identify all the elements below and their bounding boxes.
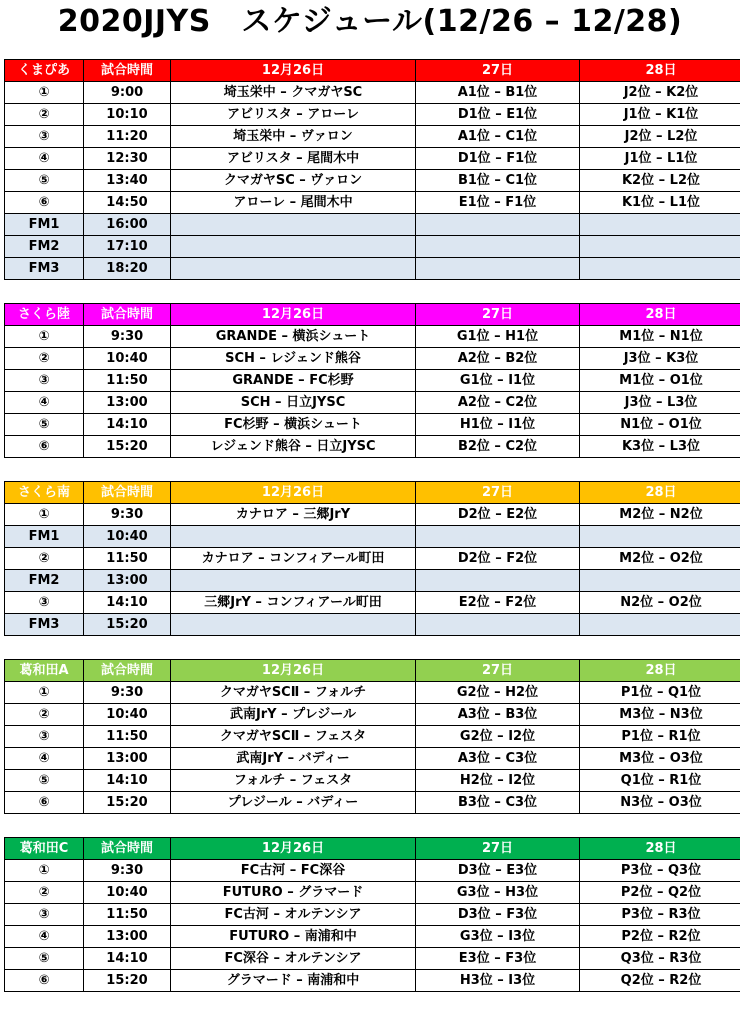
day2-match: A1位 – B1位 [416,82,580,104]
day2-match: H2位 – I2位 [416,770,580,792]
match-number: ③ [5,126,84,148]
day1-match: GRANDE – FC杉野 [171,370,416,392]
day1-match [171,614,416,636]
day3-match [580,214,740,236]
table-row [5,948,740,970]
day3-match: M2位 – N2位 [580,504,740,526]
table-header-row [5,304,740,326]
schedule-table [4,59,740,280]
day1-match: 三郷JrY – コンフィアール町田 [171,592,416,614]
day3-header: 28日 [580,304,740,326]
day3-match: P3位 – R3位 [580,904,740,926]
day1-header: 12月26日 [171,838,416,860]
day1-header: 12月26日 [171,304,416,326]
day1-match: FUTURO – 南浦和中 [171,926,416,948]
table-row [5,436,740,458]
day2-match: A3位 – C3位 [416,748,580,770]
day2-match: H3位 – I3位 [416,970,580,992]
day1-match: レジェンド熊谷 – 日立JYSC [171,436,416,458]
day1-match [171,258,416,280]
match-number: ④ [5,926,84,948]
day1-match: クマガヤSC – ヴァロン [171,170,416,192]
day3-match: M2位 – O2位 [580,548,740,570]
day2-match: D2位 – E2位 [416,504,580,526]
day3-header: 28日 [580,482,740,504]
table-row [5,126,740,148]
time-header: 試合時間 [84,838,171,860]
match-number: ② [5,704,84,726]
table-row [5,770,740,792]
match-number: ④ [5,748,84,770]
table-row [5,614,740,636]
day2-match: G1位 – H1位 [416,326,580,348]
day3-match: Q2位 – R2位 [580,970,740,992]
match-time: 13:00 [84,926,171,948]
day1-match: クマガヤSCⅡ – フォルチ [171,682,416,704]
day1-match [171,236,416,258]
day3-match: J1位 – L1位 [580,148,740,170]
table-row [5,82,740,104]
table-row [5,682,740,704]
day3-match: P1位 – R1位 [580,726,740,748]
match-time: 15:20 [84,614,171,636]
day2-match [416,570,580,592]
day1-match: クマガヤSCⅡ – フェスタ [171,726,416,748]
match-number: ⑤ [5,948,84,970]
day3-header: 28日 [580,660,740,682]
match-time: 12:30 [84,148,171,170]
day3-match: P2位 – R2位 [580,926,740,948]
day3-match: M3位 – N3位 [580,704,740,726]
match-number: FM1 [5,526,84,548]
day3-match: K2位 – L2位 [580,170,740,192]
table-row [5,258,740,280]
day1-match: アビリスタ – 尾間木中 [171,148,416,170]
day3-match: J2位 – L2位 [580,126,740,148]
table-row [5,370,740,392]
day1-match: FC古河 – FC深谷 [171,860,416,882]
table-row [5,704,740,726]
match-number: ③ [5,726,84,748]
match-number: FM2 [5,570,84,592]
day3-match: P1位 – Q1位 [580,682,740,704]
day3-match [580,258,740,280]
table-row [5,548,740,570]
day2-match [416,526,580,548]
day2-match: D1位 – F1位 [416,148,580,170]
match-time: 15:20 [84,436,171,458]
match-number: ③ [5,904,84,926]
day2-match: D2位 – F2位 [416,548,580,570]
day2-match: E1位 – F1位 [416,192,580,214]
day2-match: G3位 – H3位 [416,882,580,904]
day2-match: G3位 – I3位 [416,926,580,948]
day1-match: FC古河 – オルテンシア [171,904,416,926]
day3-match: M1位 – N1位 [580,326,740,348]
day1-header: 12月26日 [171,60,416,82]
match-time: 11:50 [84,726,171,748]
day1-match: プレジール – バディー [171,792,416,814]
match-time: 14:10 [84,948,171,970]
day2-match: D1位 – E1位 [416,104,580,126]
day3-match: P3位 – Q3位 [580,860,740,882]
match-number: FM1 [5,214,84,236]
match-number: ⑥ [5,792,84,814]
table-row [5,882,740,904]
day2-match: E2位 – F2位 [416,592,580,614]
match-time: 9:30 [84,682,171,704]
day2-match [416,614,580,636]
match-number: ⑥ [5,970,84,992]
day3-header: 28日 [580,838,740,860]
table-row [5,970,740,992]
day1-match: 武南JrY – バディー [171,748,416,770]
table-row [5,904,740,926]
table-row [5,860,740,882]
day2-header: 27日 [416,660,580,682]
match-number: FM3 [5,614,84,636]
table-row [5,192,740,214]
table-header-row [5,660,740,682]
match-time: 9:30 [84,504,171,526]
match-time: 11:50 [84,904,171,926]
day3-match: J2位 – K2位 [580,82,740,104]
match-time: 10:40 [84,704,171,726]
match-time: 17:10 [84,236,171,258]
match-time: 9:30 [84,860,171,882]
table-row [5,926,740,948]
match-time: 13:00 [84,392,171,414]
table-row [5,526,740,548]
match-number: ① [5,82,84,104]
day2-match [416,258,580,280]
table-row [5,392,740,414]
table-row [5,792,740,814]
match-number: ③ [5,370,84,392]
day2-match: H1位 – I1位 [416,414,580,436]
match-time: 9:30 [84,326,171,348]
schedule-table [4,303,740,458]
match-number: FM2 [5,236,84,258]
day3-match: K3位 – L3位 [580,436,740,458]
day3-match: K1位 – L1位 [580,192,740,214]
day1-match: アローレ – 尾間木中 [171,192,416,214]
time-header: 試合時間 [84,660,171,682]
schedule-table [4,481,740,636]
day1-match: 武南JrY – プレジール [171,704,416,726]
table-row [5,748,740,770]
day3-match: M3位 – O3位 [580,748,740,770]
venue-header: くまぴあ [5,60,84,82]
day2-match: B2位 – C2位 [416,436,580,458]
day1-match: FC深谷 – オルテンシア [171,948,416,970]
day2-match: G2位 – H2位 [416,682,580,704]
venue-header: 葛和田C [5,838,84,860]
match-time: 10:40 [84,526,171,548]
day2-match: A1位 – C1位 [416,126,580,148]
day1-header: 12月26日 [171,660,416,682]
match-number: ① [5,682,84,704]
table-header-row [5,60,740,82]
match-number: ② [5,104,84,126]
day1-match [171,526,416,548]
match-time: 11:20 [84,126,171,148]
match-number: ② [5,348,84,370]
day2-match: B3位 – C3位 [416,792,580,814]
match-time: 16:00 [84,214,171,236]
day1-match: FUTURO – グラマード [171,882,416,904]
day3-match [580,570,740,592]
day1-match: SCH – レジェンド熊谷 [171,348,416,370]
day2-header: 27日 [416,482,580,504]
match-time: 10:40 [84,348,171,370]
table-row [5,104,740,126]
table-row [5,726,740,748]
day1-match [171,570,416,592]
table-row [5,326,740,348]
time-header: 試合時間 [84,60,171,82]
match-number: ③ [5,592,84,614]
match-number: ④ [5,392,84,414]
match-time: 15:20 [84,792,171,814]
day3-match: P2位 – Q2位 [580,882,740,904]
day1-match: SCH – 日立JYSC [171,392,416,414]
schedule-table [4,659,740,814]
table-row [5,148,740,170]
match-time: 15:20 [84,970,171,992]
time-header: 試合時間 [84,304,171,326]
match-number: ⑤ [5,170,84,192]
match-time: 9:00 [84,82,171,104]
match-number: ① [5,860,84,882]
day2-match: D3位 – F3位 [416,904,580,926]
match-time: 14:10 [84,592,171,614]
match-number: FM3 [5,258,84,280]
day2-match: D3位 – E3位 [416,860,580,882]
day3-match: Q3位 – R3位 [580,948,740,970]
day1-match [171,214,416,236]
match-time: 13:40 [84,170,171,192]
day3-match: N1位 – O1位 [580,414,740,436]
day3-match [580,614,740,636]
page-title: 2020JJYS スケジュール(12/26 – 12/28) [0,0,740,44]
day2-match [416,214,580,236]
match-number: ⑤ [5,414,84,436]
day2-match: G2位 – I2位 [416,726,580,748]
day3-match: J3位 – K3位 [580,348,740,370]
match-time: 10:40 [84,882,171,904]
day3-match: N2位 – O2位 [580,592,740,614]
day2-match: A2位 – B2位 [416,348,580,370]
day3-match: J1位 – K1位 [580,104,740,126]
day3-header: 28日 [580,60,740,82]
match-number: ② [5,882,84,904]
table-row [5,592,740,614]
time-header: 試合時間 [84,482,171,504]
day2-header: 27日 [416,304,580,326]
venue-header: さくら陸 [5,304,84,326]
day1-match: カナロア – 三郷JrY [171,504,416,526]
match-time: 10:10 [84,104,171,126]
match-time: 18:20 [84,258,171,280]
match-number: ⑥ [5,436,84,458]
day1-match: FC杉野 – 横浜シュート [171,414,416,436]
day3-match [580,236,740,258]
match-number: ② [5,548,84,570]
table-row [5,170,740,192]
day2-header: 27日 [416,60,580,82]
table-row [5,414,740,436]
day1-match: GRANDE – 横浜シュート [171,326,416,348]
match-number: ④ [5,148,84,170]
match-time: 14:10 [84,770,171,792]
venue-header: さくら南 [5,482,84,504]
table-row [5,570,740,592]
table-row [5,214,740,236]
match-number: ① [5,504,84,526]
day2-match [416,236,580,258]
day2-match: B1位 – C1位 [416,170,580,192]
match-number: ⑤ [5,770,84,792]
day1-match: カナロア – コンフィアール町田 [171,548,416,570]
day2-match: A3位 – B3位 [416,704,580,726]
day1-header: 12月26日 [171,482,416,504]
match-time: 14:10 [84,414,171,436]
match-number: ⑥ [5,192,84,214]
day1-match: 埼玉栄中 – クマガヤSC [171,82,416,104]
venue-header: 葛和田A [5,660,84,682]
day2-match: E3位 – F3位 [416,948,580,970]
day3-match: M1位 – O1位 [580,370,740,392]
day3-match: J3位 – L3位 [580,392,740,414]
day2-match: A2位 – C2位 [416,392,580,414]
match-number: ① [5,326,84,348]
day1-match: 埼玉栄中 – ヴァロン [171,126,416,148]
table-row [5,236,740,258]
day1-match: フォルチ – フェスタ [171,770,416,792]
match-time: 13:00 [84,748,171,770]
match-time: 14:50 [84,192,171,214]
schedule-table [4,837,740,992]
day2-header: 27日 [416,838,580,860]
day3-match: N3位 – O3位 [580,792,740,814]
schedule-tables [4,59,737,1015]
table-header-row [5,838,740,860]
match-time: 11:50 [84,548,171,570]
table-row [5,504,740,526]
day3-match: Q1位 – R1位 [580,770,740,792]
table-header-row [5,482,740,504]
table-row [5,348,740,370]
day2-match: G1位 – I1位 [416,370,580,392]
day3-match [580,526,740,548]
day1-match: アビリスタ – アローレ [171,104,416,126]
day1-match: グラマード – 南浦和中 [171,970,416,992]
match-time: 13:00 [84,570,171,592]
match-time: 11:50 [84,370,171,392]
